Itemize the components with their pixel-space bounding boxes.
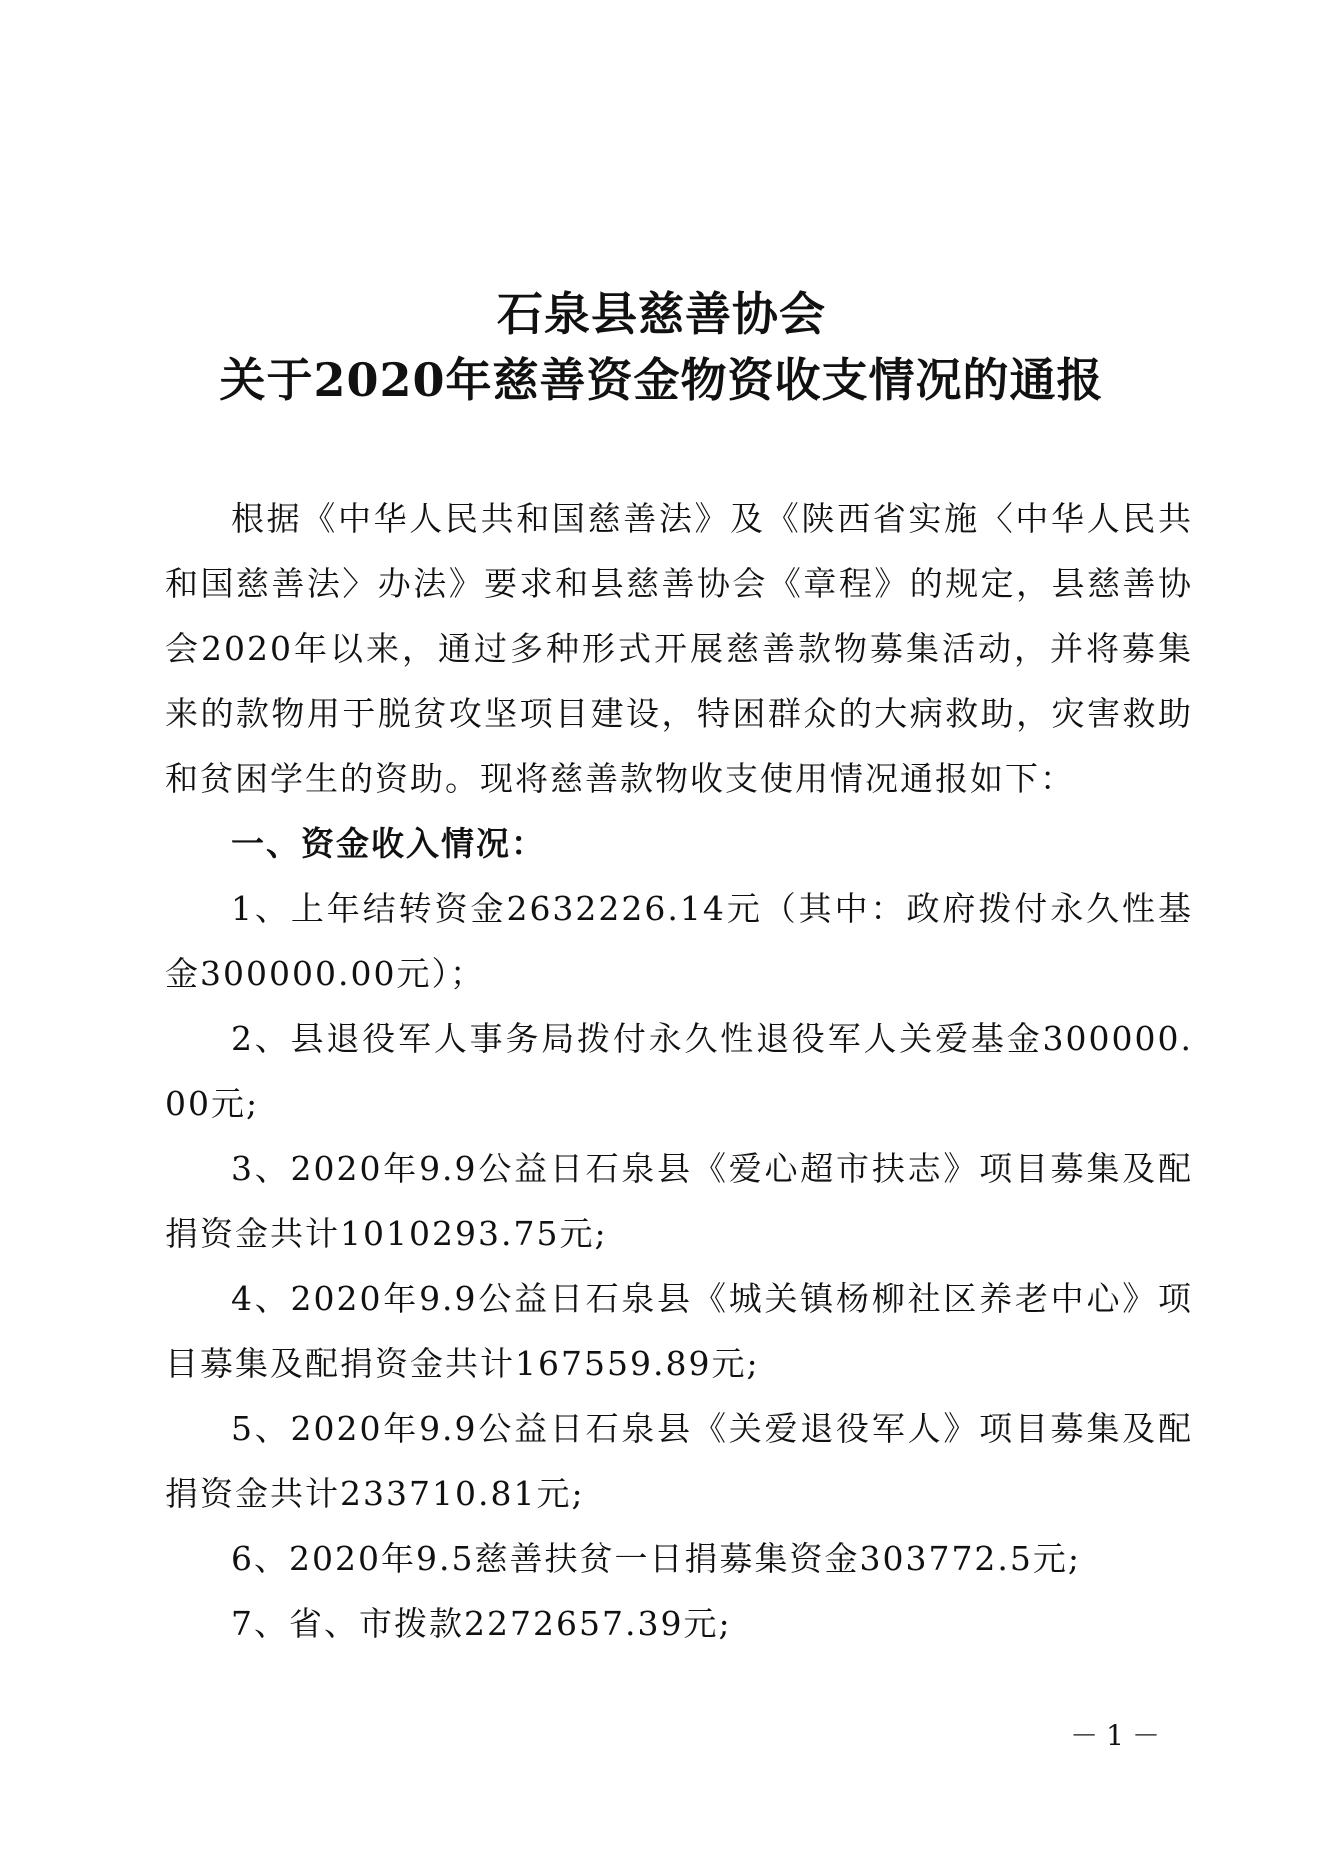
income-item-7: 7、省、市拨款2272657.39元;: [231, 1604, 732, 1643]
page-number: －1－: [1070, 1719, 1168, 1752]
income-item-4: 4、2020年9.9公益日石泉县《城关镇杨柳社区养老中心》项目募集及配捐资金共计167559.89元;: [165, 1279, 1193, 1383]
income-item-5: 5、2020年9.9公益日石泉县《关爱退役军人》项目募集及配捐资金共计233710.81元;: [165, 1409, 1193, 1513]
document-body: [165, 486, 1193, 1656]
section-heading-income: 一、资金收入情况：: [231, 824, 546, 863]
document-title-line1: 石泉县慈善协会: [497, 287, 826, 341]
income-item-1: 1、上年结转资金2632226.14元（其中：政府拨付永久性基金300000.00元）；: [165, 889, 1193, 993]
income-item-6: 6、2020年9.5慈善扶贫一日捐募集资金303772.5元;: [231, 1539, 1082, 1578]
income-item-3: 3、2020年9.9公益日石泉县《爱心超市扶志》项目募集及配捐资金共计1010293.75元;: [165, 1149, 1193, 1253]
document-title-line2: 关于2020年慈善资金物资收支情况的通报: [219, 353, 1104, 407]
income-item-2: 2、县退役军人事务局拨付永久性退役军人关爱基金300000.00元;: [165, 1019, 1193, 1123]
intro-paragraph: 根据《中华人民共和国慈善法》及《陕西省实施〈中华人民共和国慈善法〉办法》要求和县慈善协会《章程》的规定，县慈善协会2020年以来，通过多种形式开展慈善款物募集活动，并将募集来的款物用于脱贫攻坚项目建设，特困群众的大病救助，灾害救助和贫困学生的资助。现将慈善款物收支使用情况通报如下：: [165, 499, 1193, 798]
